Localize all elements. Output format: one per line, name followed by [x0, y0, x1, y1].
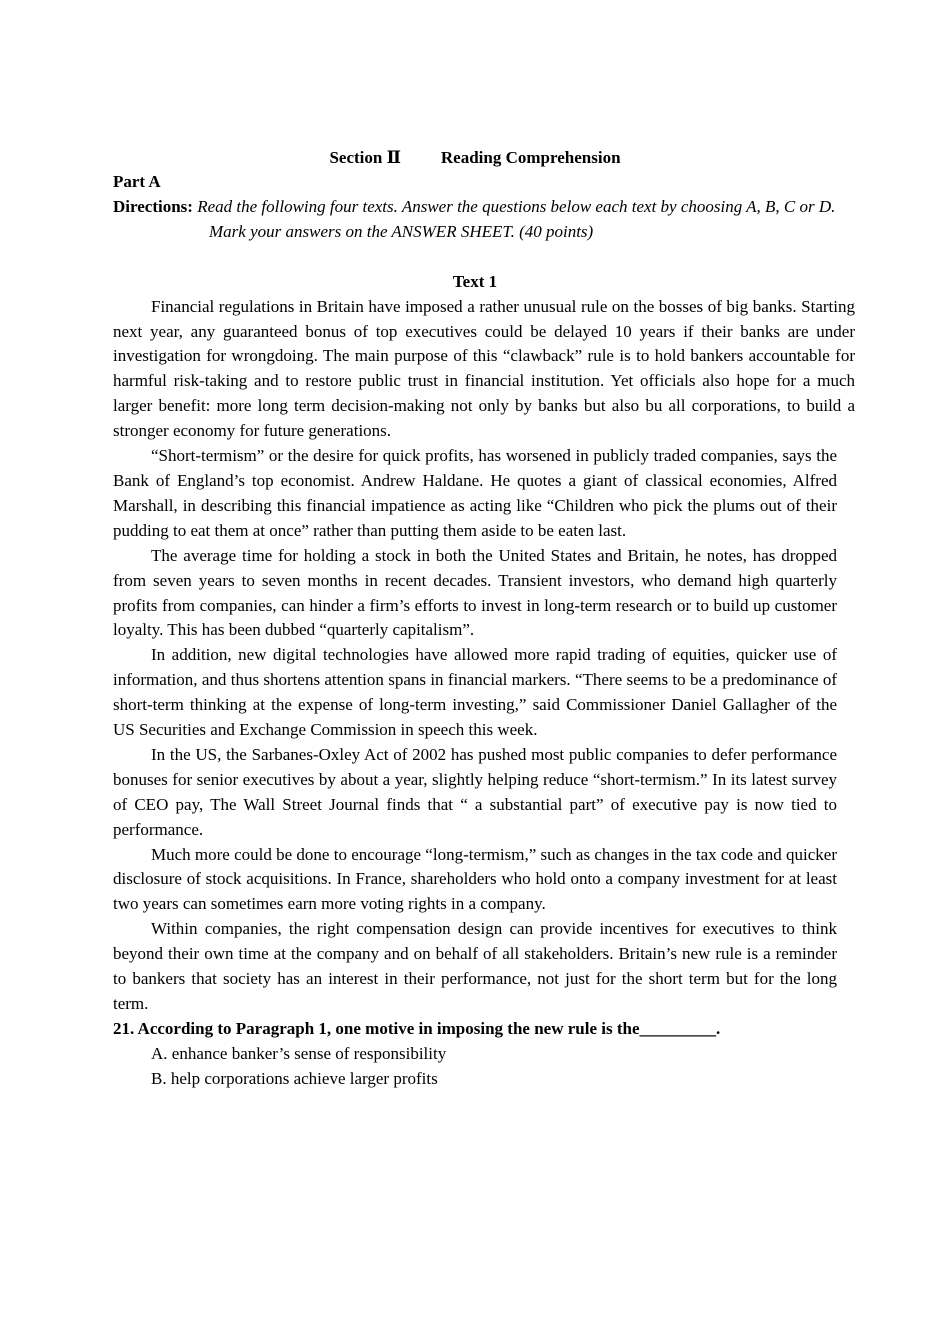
paragraph-6: Much more could be done to encourage “long-termism,” such as changes in the tax code and quicker disclosure of stock acquisitions. In France, shareholders who hold onto a company investment for at least two years can sometimes earn more voting rights in a company. — [113, 844, 837, 914]
paragraph-4: In addition, new digital technologies have allowed more rapid trading of equities, quicker use of information, and thus shortens attention spans in financial markers. “There seems to be a predominance of short-term thinking at the expense of long-term investing,” said Commissioner Daniel Gallagher of the US Securities and Exchange Commission in speech this week. — [113, 645, 837, 740]
option-a: A. enhance banker’s sense of responsibility — [151, 1043, 447, 1063]
document-page — [113, 145, 855, 1092]
section-heading — [113, 145, 837, 170]
paragraph-2: “Short-termism” or the desire for quick profits, has worsened in publicly traded companies, says the Bank of England’s top economist. Andrew Haldane. He quotes a giant of classical economies, Alfred Marshall, in describing this financial impatience as acting like “Children who pick the plums out of their pudding to eat them at once” rather than putting them aside to be eaten last. — [113, 446, 837, 540]
paragraph-7: Within companies, the right compensation design can provide incentives for executives to think beyond their own time at the company and on behalf of all stakeholders. Britain’s new rule is a reminder to bankers that society has an interest in their performance, not just for the short term but for the long term. — [113, 919, 837, 1013]
part-heading: Part A — [113, 172, 161, 191]
directions-label: Directions: — [113, 196, 193, 216]
text-title: Text 1 — [452, 271, 498, 291]
paragraph-5: In the US, the Sarbanes-Oxley Act of 2002 has pushed most public companies to defer performance bonuses for senior executives by about a year, slightly helping reduce “short-termism.” In its latest survey of CEO pay, The Wall Street Journal finds that “ a substantial part” of executive pay is now tied to performance. — [113, 744, 837, 839]
directions-text: Read the following four texts. Answer the questions below each text by choosing A, B, C or D. Mark your answers on the ANSWER SHEET. (40 points) — [197, 196, 836, 241]
paragraph-3: The average time for holding a stock in both the United States and Britain, he notes, has dropped from seven years to seven months in recent decades. Transient investors, who demand high quarterly profits from companies, can hinder a firm’s efforts to invest in long-term research or to build up customer loyalty. This has been dubbed “quarterly capitalism”. — [113, 545, 837, 640]
directions — [113, 195, 837, 245]
question-21: 21. According to Paragraph 1, one motive in imposing the new rule is the_________. — [113, 1018, 721, 1038]
option-b: B. help corporations achieve larger profits — [151, 1068, 438, 1088]
section-title: Reading Comprehension — [440, 148, 621, 167]
section-label: Section Ⅱ — [329, 148, 401, 167]
paragraph-1: Financial regulations in Britain have imposed a rather unusual rule on the bosses of big banks. Starting next year, any guaranteed bonus of top executives could be delayed 10 years if their banks are under investigation for wrongdoing. The main purpose of this “clawback” rule is to hold bankers accountable for harmful risk-taking and to restore public trust in financial institution. Yet officials also hope for a much larger benefit: more long term decision-making not only by banks but also bu all corporations, to build a stronger economy for future generations. — [113, 296, 855, 441]
